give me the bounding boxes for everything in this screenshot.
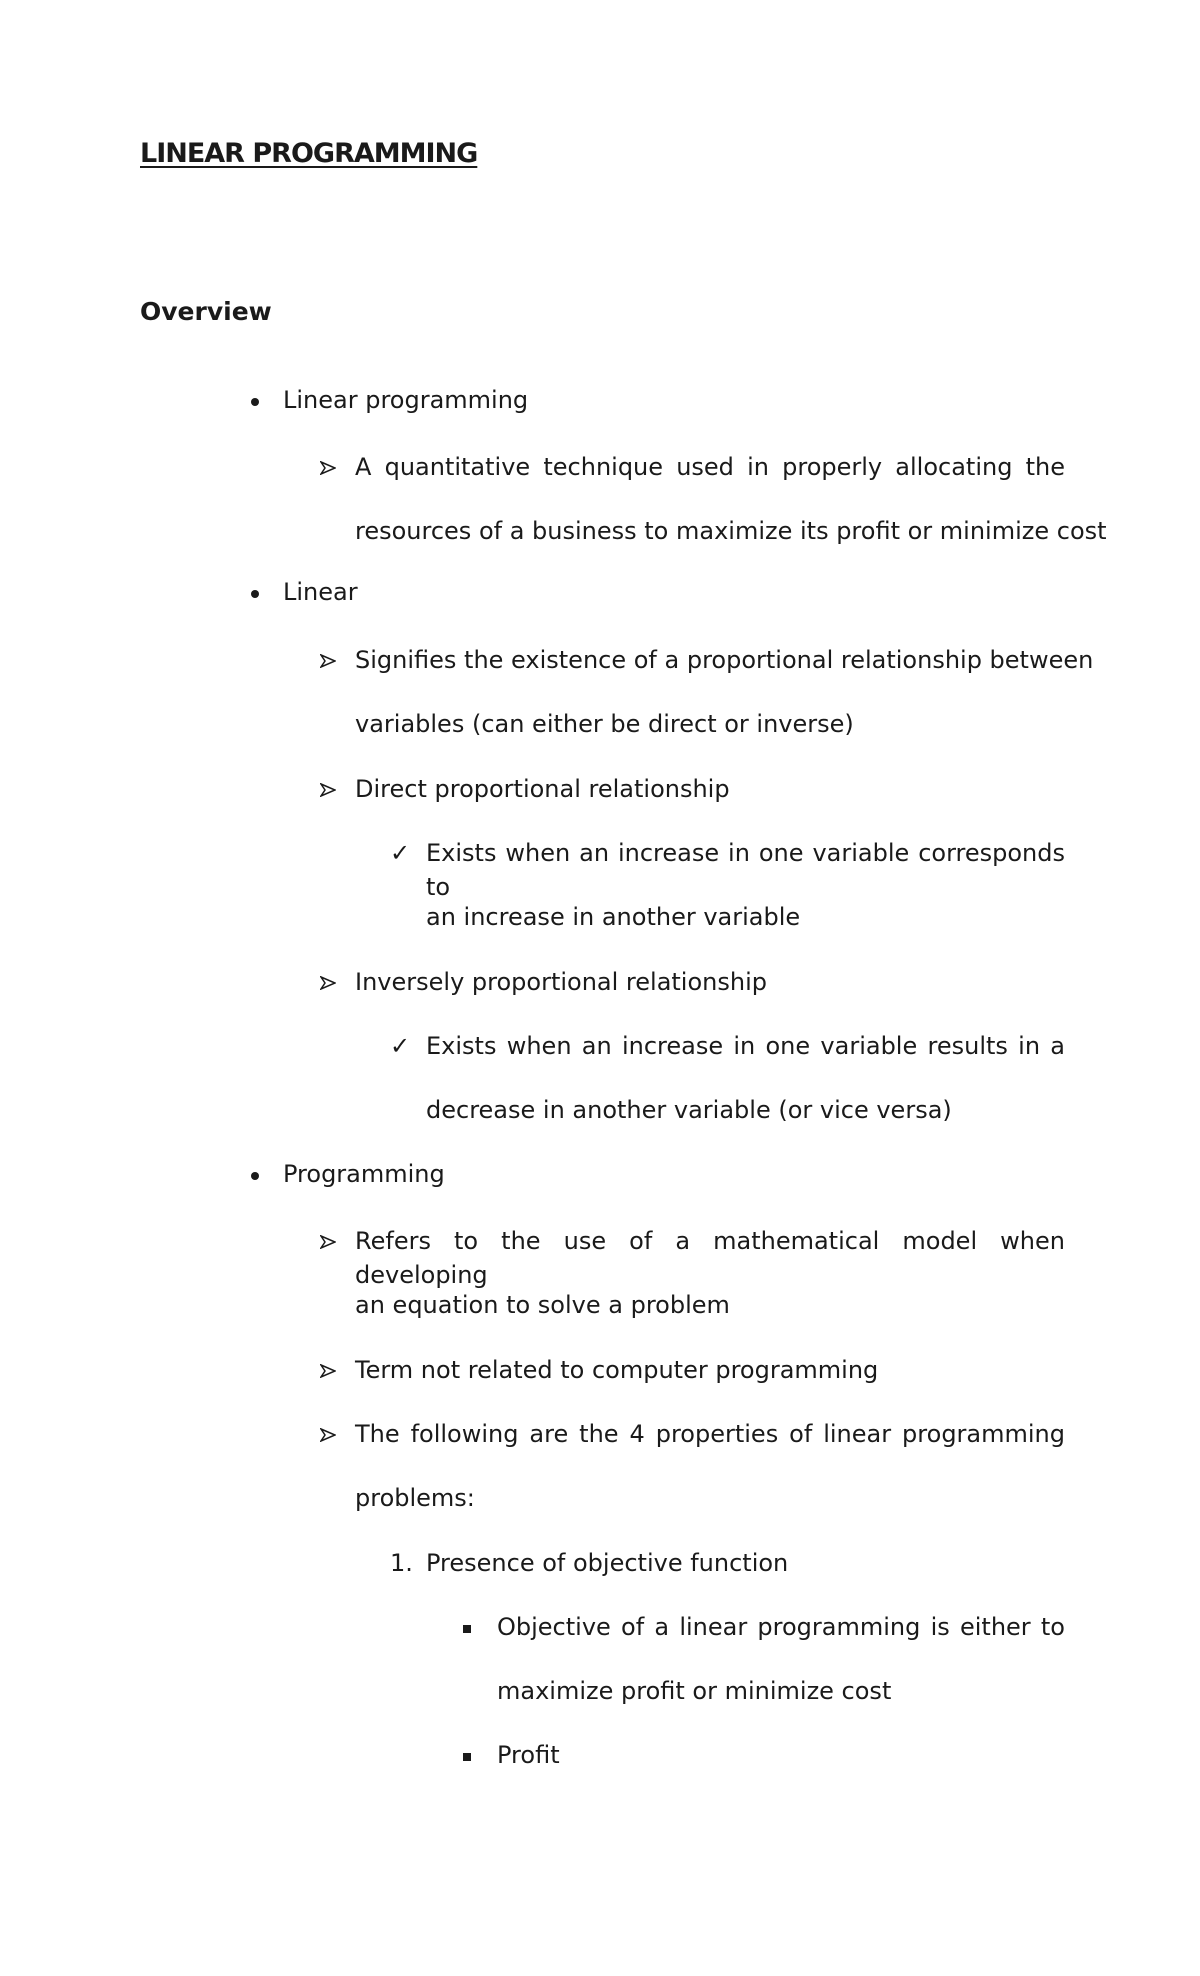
round-bullet-icon <box>251 590 259 598</box>
square-bullet-icon <box>463 1625 471 1633</box>
point-text-line: Inversely proportional relationship <box>355 968 767 996</box>
check-mark-icon: ✓ <box>390 1032 411 1060</box>
document-title: LINEAR PROGRAMMING <box>140 138 478 169</box>
arrow-bullet-icon <box>320 654 336 668</box>
check-text-line: Exists when an increase in one variable results in a <box>426 1032 1065 1060</box>
arrow-bullet-icon <box>320 1364 336 1378</box>
point-text-line: problems: <box>355 1484 475 1512</box>
square-bullet-icon <box>463 1753 471 1761</box>
arrow-bullet-icon <box>320 783 336 797</box>
round-bullet-icon <box>251 398 259 406</box>
subpoint-text-line: maximize profit or minimize cost <box>497 1677 892 1705</box>
check-text-line: Exists when an increase in one variable corresponds to <box>426 839 1065 901</box>
subpoint-text-line: Profit <box>497 1741 560 1769</box>
point-text-line: Direct proportional relationship <box>355 775 730 803</box>
check-mark-icon: ✓ <box>390 839 411 867</box>
subpoint-text-line: Objective of a linear programming is either to <box>497 1613 1065 1641</box>
arrow-bullet-icon <box>320 976 336 990</box>
term-linear: Linear <box>283 578 358 606</box>
point-text-line: an equation to solve a problem <box>355 1291 730 1319</box>
point-text-line: Term not related to computer programming <box>355 1356 879 1384</box>
arrow-bullet-icon <box>320 1428 336 1442</box>
numbered-marker: 1. <box>390 1549 413 1577</box>
point-text-line: Refers to the use of a mathematical model when developing <box>355 1227 1065 1289</box>
point-text-line: variables (can either be direct or inverse) <box>355 710 854 738</box>
term-programming: Programming <box>283 1160 445 1188</box>
point-text-line: The following are the 4 properties of linear programming <box>355 1420 1065 1448</box>
point-text-line: A quantitative technique used in properly allocating the <box>355 453 1065 481</box>
check-text-line: decrease in another variable (or vice versa) <box>426 1096 952 1124</box>
point-text-line: Signifies the existence of a proportional relationship between <box>355 646 1094 674</box>
section-heading: Overview <box>140 297 272 326</box>
numbered-item-text: Presence of objective function <box>426 1549 789 1577</box>
check-text-line: an increase in another variable <box>426 903 801 931</box>
arrow-bullet-icon <box>320 1235 336 1249</box>
term-linear-programming: Linear programming <box>283 386 529 414</box>
point-text-line: resources of a business to maximize its profit or minimize cost <box>355 517 1107 545</box>
round-bullet-icon <box>251 1172 259 1180</box>
arrow-bullet-icon <box>320 461 336 475</box>
